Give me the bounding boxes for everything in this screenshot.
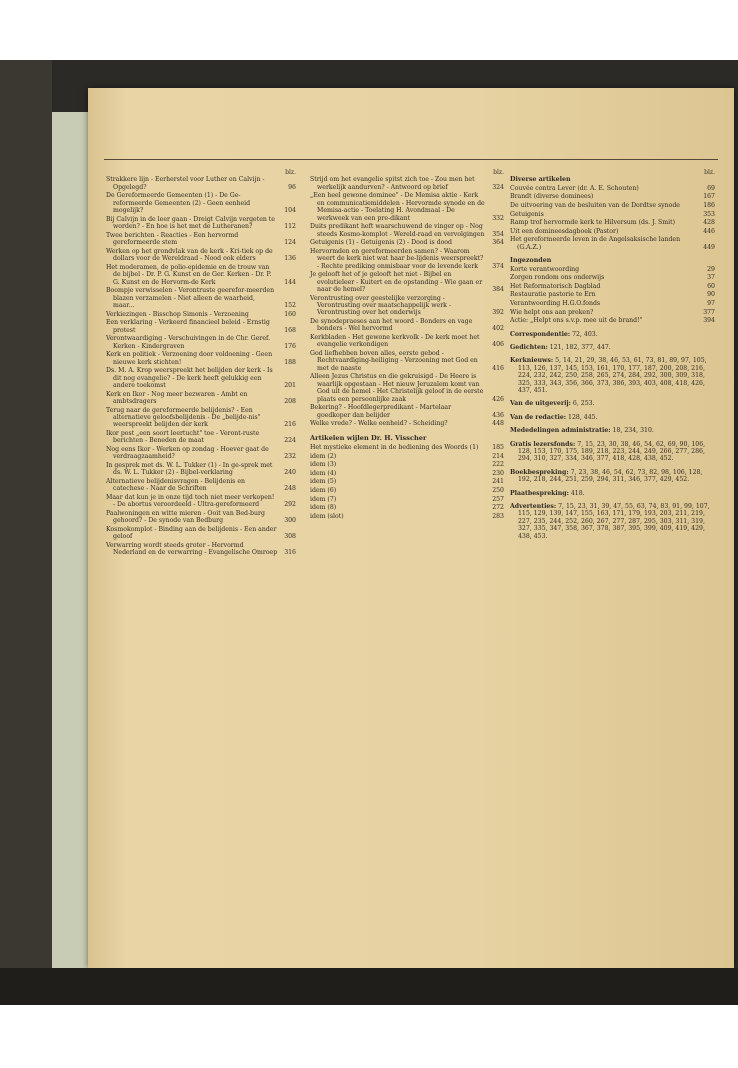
entry-page: 97 [707, 299, 715, 307]
index-page [88, 88, 734, 968]
entry-title: idem (3) [310, 461, 337, 469]
index-entry [106, 176, 296, 191]
category-label: Kerknieuws: [510, 357, 554, 365]
entry-page: 402 [492, 325, 504, 333]
entry-title: Het gereformeerde leven in de Angelsaksische landen (G.A.Z.) [510, 236, 681, 251]
entry-page: 188 [284, 358, 296, 366]
column-middle [310, 169, 504, 521]
entry-page: 332 [492, 214, 504, 222]
entry-page: 214 [492, 452, 504, 460]
index-entry [106, 510, 296, 525]
entry-title: Verantwoording H.G.O.fonds [510, 299, 601, 307]
category-entry [510, 490, 715, 497]
entry-title: idem (5) [310, 478, 337, 486]
category-entry [510, 331, 715, 338]
index-entry [310, 248, 504, 270]
entry-page: 394 [703, 317, 715, 325]
section-heading: Ingezonden [510, 257, 552, 265]
entry-list [106, 176, 296, 556]
entry-title: Paalwoningen en witte mieren - Ooit van Bed-burg gehoord? - De synode van Bedburg [106, 510, 265, 525]
index-entry [106, 216, 296, 231]
entry-list [510, 185, 715, 251]
category-pages: 6, 253. [570, 400, 595, 408]
entry-page: 112 [284, 223, 296, 231]
category-pages: 418. [568, 489, 585, 497]
entry-title: „Een heel gewone dominee" - De Memisa aktie - Kerk en communicatiemiddelen - Hervormde synode en de Memisa-actie - Toelating H. Avondmaal - De werkweek van een pre-dikant [310, 192, 485, 222]
section-heading: Diverse artikelen [510, 176, 571, 184]
entry-page: 176 [284, 342, 296, 350]
entry-title: Getuigenis (1) - Getuigenis (2) - Dood is dood [310, 239, 452, 247]
entry-list [310, 444, 504, 520]
entry-page: 69 [707, 184, 715, 192]
entry-title: Brandt (diverse dominees) [510, 193, 594, 201]
category-pages: 121, 182, 377, 447. [547, 343, 611, 351]
entry-title: Ikor post „een soort leertucht" toe - Veront-ruste berichten - Beneden de maat [106, 430, 260, 445]
index-entry [310, 461, 504, 468]
entry-title: De synodepraeses aan het woord - Bonders en vage bonders - Wel hervormd [310, 318, 473, 333]
entry-page: 392 [492, 309, 504, 317]
category-entry [510, 400, 715, 407]
entry-title: Verwarring wordt steeds groter - Hervormd Nederland en de verwarring - Evangelische Omroep [106, 542, 278, 557]
entry-title: Strijd om het evangelie spitst zich toe - Zou men het werkelijk aandurven? - Antwoord op brief [310, 176, 475, 191]
category-label: Correspondentie: [510, 330, 571, 338]
category-label: Advertenties: [510, 503, 557, 511]
binding-shadow [0, 60, 52, 1005]
entry-page: 186 [703, 202, 715, 209]
category-pages: 7, 15, 23, 31, 39, 47, 55, 63, 74, 83, 91, 99, 107, 115, 129, 139, 147, 155, 163, 171, 179, 193, 203, 211, 219, 227, 235, 244, 252, 260, 267, 277, 287, 295, 303, 311, 319, 327, 335, 347, 358, 367, 378, 387, 395, 399, 409, 419, 429, 438, 453. [518, 503, 710, 540]
entry-page: 224 [284, 437, 296, 445]
category-label: Van de redactie: [510, 413, 567, 421]
index-entry [310, 295, 504, 317]
entry-title: Het Reformatorisch Dagblad [510, 282, 601, 290]
index-entry [310, 373, 504, 403]
entry-page: 324 [492, 183, 504, 191]
entry-page: 428 [703, 219, 715, 227]
entry-title: Kosmokomplot - Binding aan de belijdenis - Een ander geloof [106, 526, 277, 541]
entry-page: 222 [492, 461, 504, 469]
entry-title: Strakkere lijn - Eerherstel voor Luther en Calvijn - Opgelegd? [106, 176, 265, 191]
entry-title: idem (7) [310, 495, 337, 503]
index-entry [310, 176, 504, 191]
index-entry [310, 478, 504, 485]
entry-page: 283 [492, 512, 504, 520]
index-entry [510, 202, 715, 209]
category-label: Gratis lezersfonds: [510, 440, 576, 448]
entry-title: Bekering? - Hoofdlegerpredikant - Martelaar goedkoper dan belijder [310, 404, 452, 419]
index-entry [310, 223, 504, 238]
entry-page: 152 [284, 302, 296, 310]
index-entry [310, 496, 504, 503]
column-left [106, 169, 296, 558]
entry-title: Korte verantwoording [510, 265, 580, 273]
entry-page: 240 [284, 469, 296, 477]
entry-page: 448 [492, 420, 504, 428]
index-entry [106, 335, 296, 350]
entry-title: Kerkbladen - Het gewone kerkvolk - De kerk moet het evangelie verkondigen [310, 334, 480, 349]
index-entry [106, 542, 296, 557]
entry-page: 449 [703, 243, 715, 251]
entry-title: Alternatieve belijdenisvragen - Belijdenis en catechese - Naar de Schriften [106, 478, 245, 493]
entry-page: 308 [284, 533, 296, 541]
category-entry [510, 469, 715, 484]
entry-page: 353 [703, 210, 715, 218]
entry-title: Boompje verwisselen - Verontruste geerefor-meerden blazen verzamelen - Niet alleen de waarheid, maar... [106, 287, 275, 310]
entry-page: 364 [492, 239, 504, 247]
entry-title: Zorgen rondom ons onderwijs [510, 274, 605, 282]
index-entry [310, 350, 504, 372]
index-entry [510, 219, 715, 226]
entry-page: 29 [707, 265, 715, 273]
entry-title: Verontwaardiging - Verschuivingen in de Chr. Geref. Kerken - Kindergraven [106, 335, 271, 350]
entry-title: In gesprek met ds. W. L. Tukker (1) - In ge-sprek met ds. W. L. Tukker (2) - Bijbel-verklaring [106, 462, 273, 477]
index-entry [310, 504, 504, 511]
entry-list [310, 176, 504, 427]
entry-title: Restauratie pastorie te Ern [510, 291, 596, 299]
index-entry [106, 264, 296, 286]
entry-page: 104 [284, 207, 296, 215]
entry-title: God liefhebben boven alles, eerste gebod - Rechtvaardiging-heiliging - Verzoening met God en met de naaste [310, 350, 478, 372]
category-pages: 5, 14, 21, 29, 38, 46, 53, 61, 73, 81, 89, 97, 105, 113, 126, 137, 145, 153, 161, 170, 177, 187, 200, 208, 216, 224, 232, 242, 250, 258, 265, 274, 284, 292, 300, 309, 318, 325, 333, 343, 356, 366, 373, 386, 393, 403, 408, 418, 426, 437, 451. [518, 357, 707, 394]
entry-page: 300 [284, 517, 296, 525]
index-entry [106, 430, 296, 445]
index-entry [310, 513, 504, 520]
index-entry [310, 271, 504, 293]
entry-title: idem (2) [310, 452, 337, 460]
entry-title: idem (6) [310, 487, 337, 495]
category-entry [510, 427, 715, 434]
category-pages: 128, 445. [566, 413, 598, 421]
index-entry [510, 274, 715, 281]
category-pages: 18, 234, 310. [610, 427, 654, 435]
entry-title: Nog eens Ikor - Werken op zondag - Hoever gaat de verdraagzaamheid? [106, 446, 269, 461]
index-entry [106, 319, 296, 334]
section-heading: Artikelen wijlen Dr. H. Visscher [310, 433, 427, 442]
index-entry [106, 367, 296, 389]
entry-title: Ramp trof hervormde kerk te Hilversum (ds. J. Smit) [510, 219, 676, 227]
index-entry [106, 287, 296, 309]
index-entry [310, 453, 504, 460]
index-entry [106, 446, 296, 461]
entry-page: 144 [284, 278, 296, 286]
entry-title: Maar dat kun je in onze tijd toch niet meer verkopen! - De abortus veroordeeld - Ultra-gereformeerd [106, 494, 275, 509]
entry-page: 384 [492, 286, 504, 294]
header-rule [104, 159, 718, 160]
category-entry [510, 441, 715, 463]
entry-page: 406 [492, 341, 504, 349]
index-entry [310, 318, 504, 333]
entry-page: 60 [707, 282, 715, 290]
entry-page: 168 [284, 326, 296, 334]
page-number-header: blz. [285, 169, 296, 176]
index-entry [510, 283, 715, 290]
entry-title: Alleen Jezus Christus en die gekruisigd - De Heere is waarlijk opgestaan - Het nieuw Jeruzalem komt van God uit de hemel - Het Christelijk geloof in de eerste plaats een persoonlijke zaak [310, 373, 484, 403]
entry-page: 257 [492, 495, 504, 503]
entry-title: Een verklaring - Verkeerd financieel beleid - Ernstig protest [106, 319, 270, 334]
index-entry [510, 317, 715, 324]
index-entry [310, 192, 504, 222]
index-entry [310, 420, 504, 427]
index-entry [106, 462, 296, 477]
category-entry [510, 414, 715, 421]
index-entry [510, 185, 715, 192]
entry-title: Actie: „Helpt ons s.v.p. mee uit de brand!" [510, 317, 643, 325]
index-entry [106, 351, 296, 366]
column-right [510, 169, 715, 540]
entry-title: Hervormden en gereformeerden samen? - Waarom weert de kerk niet wat haar be-lijdenis weerspreekt? - Rechte prediking onmisbaar voor de levende kerk [310, 247, 484, 270]
entry-page: 248 [284, 485, 296, 493]
entry-title: Twee berichten - Reacties - Een hervormd gereformeerde stem [106, 231, 239, 247]
entry-page: 230 [492, 469, 504, 477]
category-pages: 7, 23, 38, 46, 54, 62, 73, 82, 98, 106, 128, 192, 218, 244, 251, 259, 294, 311, 346, 377, 429, 452. [518, 468, 703, 484]
index-entry [106, 526, 296, 541]
entry-title: Duits predikant heft waarschuwend de vinger op - Nog steeds Kosmo-komplot - Wereld-raad en vervolgingen [310, 223, 485, 238]
entry-title: Kerk en politiek - Verzoening door voldoening - Geen nieuwe kerk stichten! [106, 351, 273, 366]
category-list [510, 331, 715, 541]
entry-page: 96 [288, 183, 296, 191]
entry-page: 316 [284, 549, 296, 557]
entry-title: Uit een domineesdagboek (Pastor) [510, 227, 619, 235]
category-label: Van de uitgeverij: [510, 400, 571, 408]
entry-page: 416 [492, 364, 504, 372]
entry-page: 436 [492, 411, 504, 419]
entry-title: idem (8) [310, 504, 337, 512]
entry-page: 446 [703, 227, 715, 235]
entry-title: De Gereformeerde Gemeenten (1) - De Ge-reformeerde Gemeenten (2) - Geen eenheid mogelijk? [106, 192, 251, 215]
entry-title: Wie helpt ons aan preken? [510, 308, 594, 316]
index-entry [310, 404, 504, 419]
entry-title: Getuigenis [510, 210, 544, 218]
entry-title: Welke vrede? - Welke eenheid? - Scheiding? [310, 420, 448, 428]
entry-page: 426 [492, 395, 504, 403]
index-entry [106, 478, 296, 493]
entry-title: Werken op het grondvlak van de kerk - Kri-tiek op de dollars voor de Wereldraad - Nood ook elders [106, 247, 273, 263]
entry-title: De uitvoering van de besluiten van de Dordtse synode [510, 202, 680, 209]
category-label: Gedichten: [510, 343, 548, 351]
entry-page: 160 [284, 310, 296, 318]
entry-page: 90 [707, 291, 715, 299]
entry-title: Verontrusting over geestelijke verzorging - Verontrusting over maatschappelijk werk - Verontrusting over het onderwijs [310, 294, 451, 317]
index-entry [310, 487, 504, 494]
entry-title: Verkiezingen - Bisschop Simonis - Verzoening [106, 310, 249, 318]
entry-page: 208 [284, 398, 296, 406]
page-number-header: blz. [493, 169, 504, 176]
index-entry [106, 391, 296, 406]
scan-bottom-edge [0, 968, 738, 1005]
entry-title: idem (4) [310, 469, 337, 477]
page-edge [52, 112, 92, 972]
entry-title: Het mystieke element in de bediening des Woords (1) [310, 444, 479, 452]
index-entry [106, 407, 296, 429]
category-entry [510, 503, 715, 540]
category-label: Boekbespreking: [510, 468, 569, 476]
index-entry [310, 334, 504, 349]
entry-page: 201 [284, 382, 296, 390]
index-entry [310, 239, 504, 246]
index-entry [106, 248, 296, 263]
index-entry [510, 228, 715, 235]
index-entry [310, 444, 504, 451]
entry-page: 241 [492, 478, 504, 486]
index-entry [510, 309, 715, 316]
entry-title: Terug naar de gereformeerde belijdenis? - Een alternatieve geloofsbelijdenis - De „belijde-nis" weerspreekt belijden der kerk [106, 406, 261, 429]
entry-title: Couvée contra Lever (dr. A. E. Schouten) [510, 184, 639, 192]
index-entry [310, 470, 504, 477]
entry-page: 124 [284, 239, 296, 247]
entry-title: Bij Calvijn in de leer gaan - Dreigt Calvijn vergeten te worden? - En hoe is het met de Lutheranen? [106, 215, 275, 231]
index-entry [510, 193, 715, 200]
category-pages: 7, 15, 23, 30, 38, 46, 54, 62, 69, 90, 106, 128, 153, 170, 175, 189, 218, 223, 244, 249, 266, 277, 286, 294, 310, 327, 334, 346, 377, 418, 428, 438, 452. [518, 440, 706, 463]
index-entry [510, 291, 715, 298]
entry-page: 354 [492, 230, 504, 238]
entry-page: 292 [284, 501, 296, 509]
index-entry [106, 192, 296, 214]
entry-title: Kerk en Ikor - Nog meer bezwaren - Ambt en ambtsdragers [106, 390, 248, 406]
entry-page: 216 [284, 421, 296, 429]
entry-page: 167 [703, 193, 715, 201]
index-entry [510, 236, 715, 251]
page-number-header: blz. [704, 169, 715, 176]
entry-page: 374 [492, 262, 504, 270]
entry-title: idem (slot) [310, 512, 344, 520]
category-entry [510, 357, 715, 394]
category-label: Mededelingen administratie: [510, 427, 611, 435]
entry-list [510, 266, 715, 325]
scanned-photo [0, 60, 738, 1005]
entry-page: 232 [284, 453, 296, 461]
category-entry [510, 344, 715, 351]
index-entry [510, 211, 715, 218]
category-pages: 72, 403. [570, 330, 598, 338]
entry-title: Je gelooft het of je gelooft het niet - Bijbel en evolutieleer - Kuitert en de opstanding - Wie gaan er naar de hemel? [310, 271, 483, 294]
entry-title: Ds. M. A. Krop weerspreekt het belijden der kerk - Is dit nog evangelie? - De kerk heeft gelukkig een andere toekomst [106, 367, 273, 390]
category-label: Plaatbespreking: [510, 489, 569, 497]
entry-page: 136 [284, 255, 296, 263]
entry-page: 377 [703, 308, 715, 316]
entry-page: 272 [492, 504, 504, 512]
entry-page: 185 [492, 444, 504, 452]
index-entry [510, 266, 715, 273]
index-entry [106, 311, 296, 318]
entry-page: 37 [707, 274, 715, 282]
index-entry [106, 232, 296, 247]
entry-title: Het moderamen, de polio-epidemie en de trouw van de bijbel - Dr. P. G. Kunst en de Ger. Kerken - Dr. P. G. Kunst en de Hervorm-de Kerk [106, 263, 272, 286]
entry-page: 250 [492, 487, 504, 495]
index-entry [510, 300, 715, 307]
index-entry [106, 494, 296, 509]
